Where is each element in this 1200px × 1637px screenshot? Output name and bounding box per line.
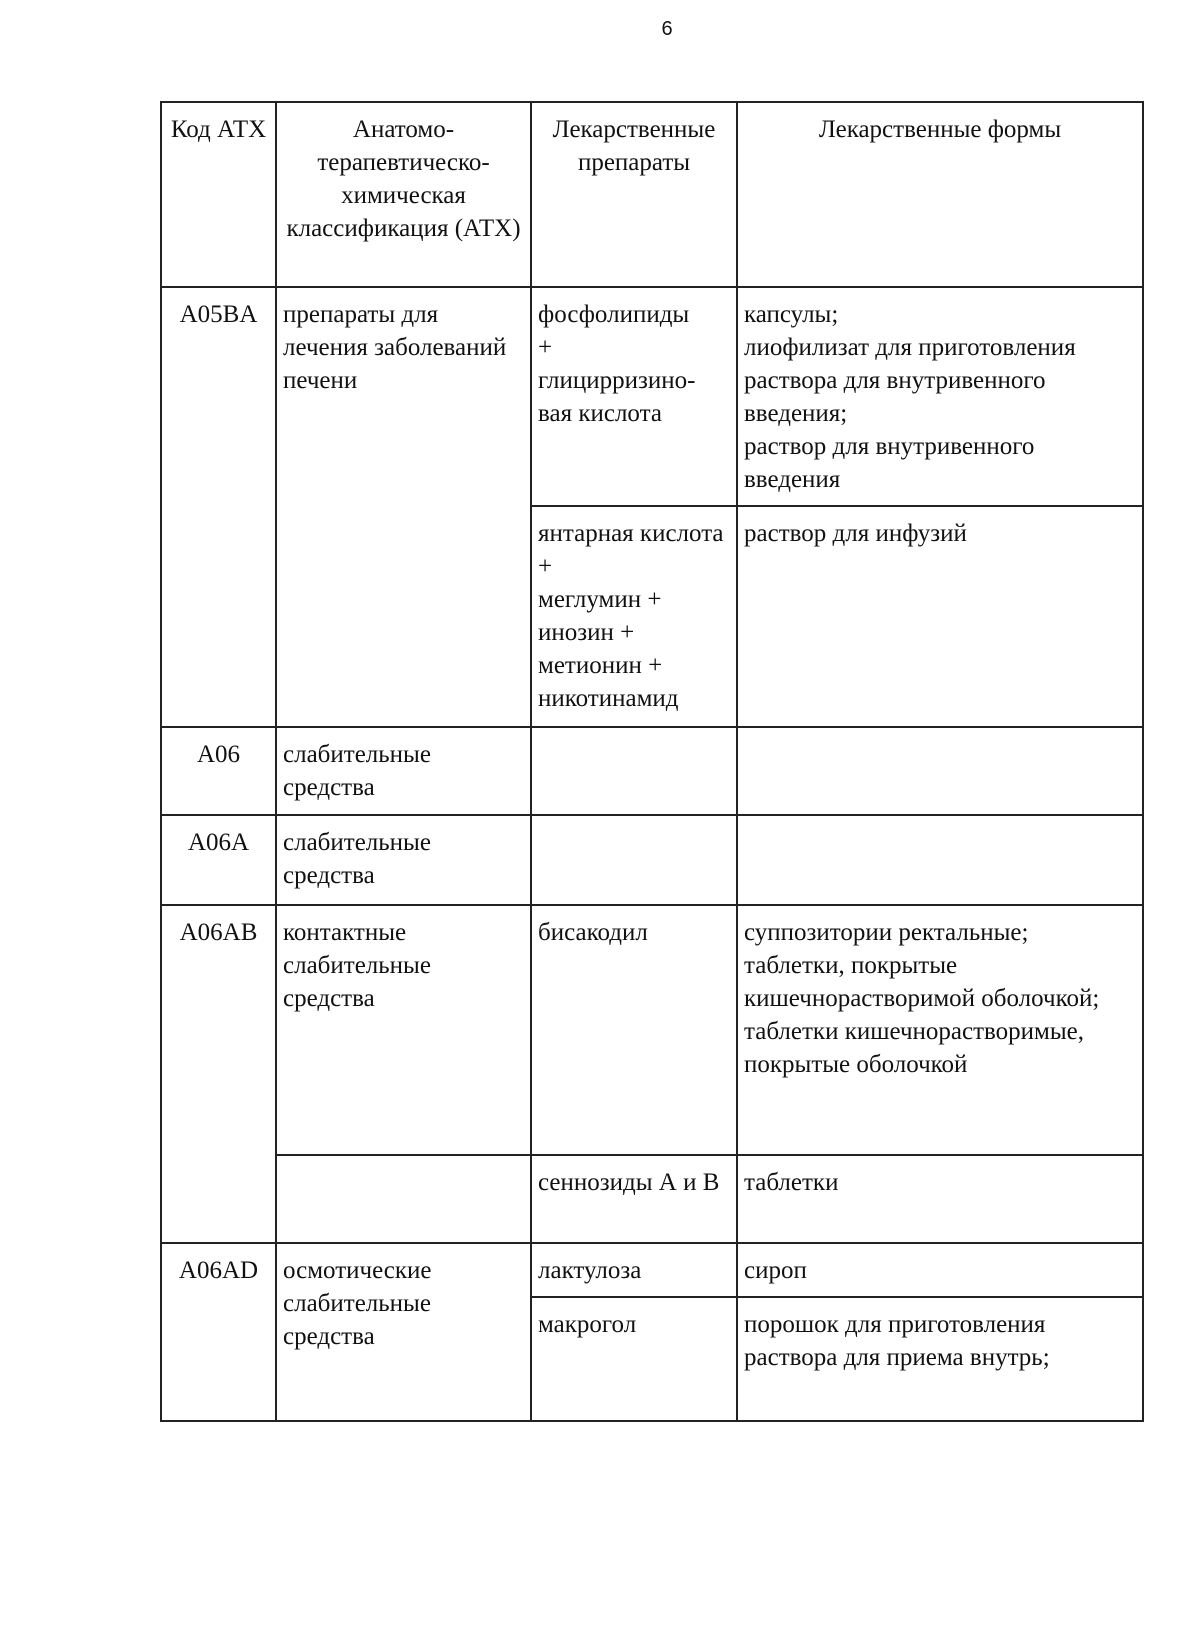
atx-code-cell: A06 xyxy=(161,727,276,815)
drug-cell: лактулоза xyxy=(531,1243,737,1297)
header-code: Код АТХ xyxy=(161,102,276,287)
atx-code-cell: A06A xyxy=(161,815,276,905)
table-row xyxy=(161,1243,1143,1297)
drug-cell xyxy=(531,815,737,905)
header-forms: Лекарственные формы xyxy=(737,102,1143,287)
header-classification: Анатомо-терапевтическо-химическая классификация (АТХ) xyxy=(276,102,531,287)
classification-cell: слабительные средства xyxy=(276,727,531,815)
dosage-forms-cell: раствор для инфузий xyxy=(737,506,1143,727)
drug-cell: макрогол xyxy=(531,1297,737,1421)
table-row xyxy=(161,905,1143,1155)
classification-cell: слабительные средства xyxy=(276,815,531,905)
atx-code-cell: A05BA xyxy=(161,287,276,727)
classification-cell xyxy=(276,1155,531,1243)
drug-cell xyxy=(531,727,737,815)
drug-cell: бисакодил xyxy=(531,905,737,1155)
table-row xyxy=(161,1155,1143,1243)
atx-code-cell: A06AD xyxy=(161,1243,276,1421)
table-header-row xyxy=(161,102,1143,287)
dosage-forms-cell: порошок для приготовления раствора для приема внутрь; xyxy=(737,1297,1143,1421)
dosage-forms-cell: таблетки xyxy=(737,1155,1143,1243)
table-row xyxy=(161,287,1143,506)
dosage-forms-cell xyxy=(737,815,1143,905)
dosage-forms-cell: капсулы; лиофилизат для приготовления раствора для внутривенного введения; раствор для внутривенного введения xyxy=(737,287,1143,506)
drug-cell: фосфолипиды + глицирризино- вая кислота xyxy=(531,287,737,506)
drug-cell: янтарная кислота + меглумин + инозин + метионин + никотинамид xyxy=(531,506,737,727)
table-row xyxy=(161,727,1143,815)
page-number: 6 xyxy=(661,18,673,40)
drug-cell: сеннозиды А и В xyxy=(531,1155,737,1243)
classification-cell: препараты для лечения заболеваний печени xyxy=(276,287,531,727)
atx-code-cell: A06AB xyxy=(161,905,276,1243)
dosage-forms-cell xyxy=(737,727,1143,815)
dosage-forms-cell: суппозитории ректальные; таблетки, покрытые кишечнорастворимой оболочкой; таблетки кишечнорастворимые, покрытые оболочкой xyxy=(737,905,1143,1155)
dosage-forms-cell: сироп xyxy=(737,1243,1143,1297)
atx-table xyxy=(160,101,1144,1422)
classification-cell: контактные слабительные средства xyxy=(276,905,531,1155)
table-row xyxy=(161,815,1143,905)
classification-cell: осмотические слабительные средства xyxy=(276,1243,531,1421)
header-drugs: Лекарственные препараты xyxy=(531,102,737,287)
